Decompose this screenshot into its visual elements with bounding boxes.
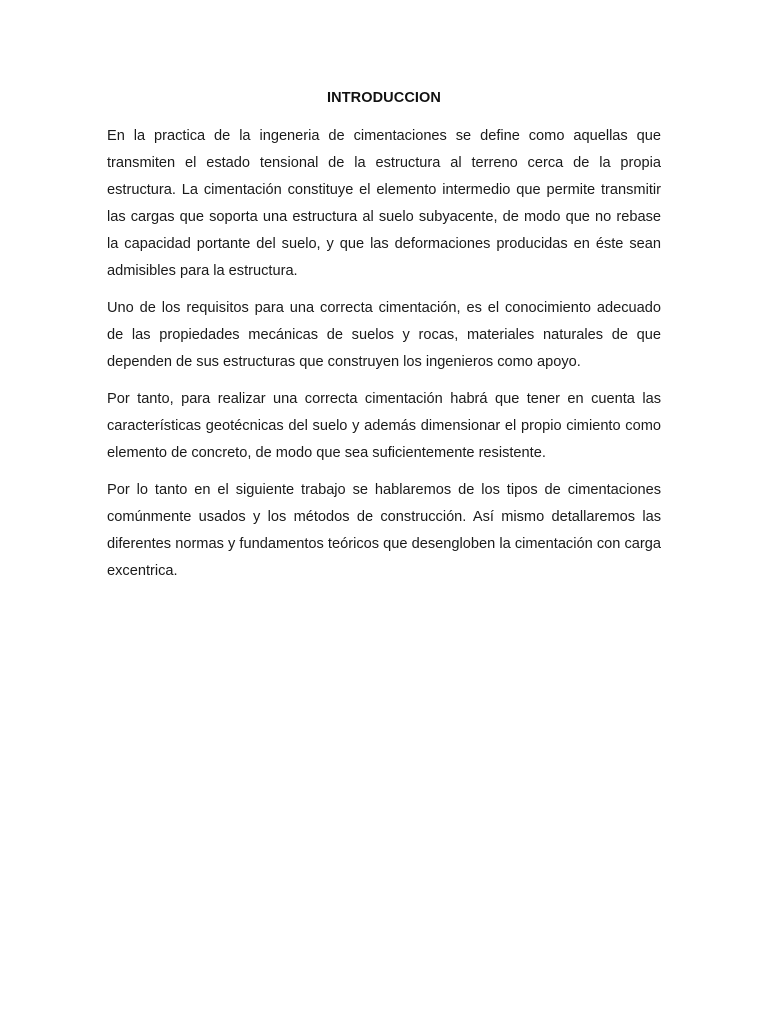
paragraph-4: Por lo tanto en el siguiente trabajo se hablaremos de los tipos de cimentaciones comúnmente usados y los métodos de construcción. Así mismo detallaremos las diferentes normas y fundamentos teóricos que desengloben la cimentación con carga excentrica.	[107, 482, 661, 579]
paragraph-2: Uno de los requisitos para una correcta cimentación, es el conocimiento adecuado de las propiedades mecánicas de suelos y rocas, materiales naturales de que dependen de sus estructuras que construyen los ingenieros como apoyo.	[107, 300, 661, 370]
document-body	[107, 123, 661, 595]
document-title: INTRODUCCION	[327, 90, 441, 106]
paragraph-1: En la practica de la ingeneria de cimentaciones se define como aquellas que transmiten el estado tensional de la estructura al terreno cerca de la propia estructura. La cimentación constituye el elemento intermedio que permite transmitir las cargas que soporta una estructura al suelo subyacente, de modo que no rebase la capacidad portante del suelo, y que las deformaciones producidas en éste sean admisibles para la estructura.	[107, 128, 661, 279]
paragraph-3: Por tanto, para realizar una correcta cimentación habrá que tener en cuenta las características geotécnicas del suelo y además dimensionar el propio cimiento como elemento de concreto, de modo que sea suficientemente resistente.	[107, 391, 661, 461]
